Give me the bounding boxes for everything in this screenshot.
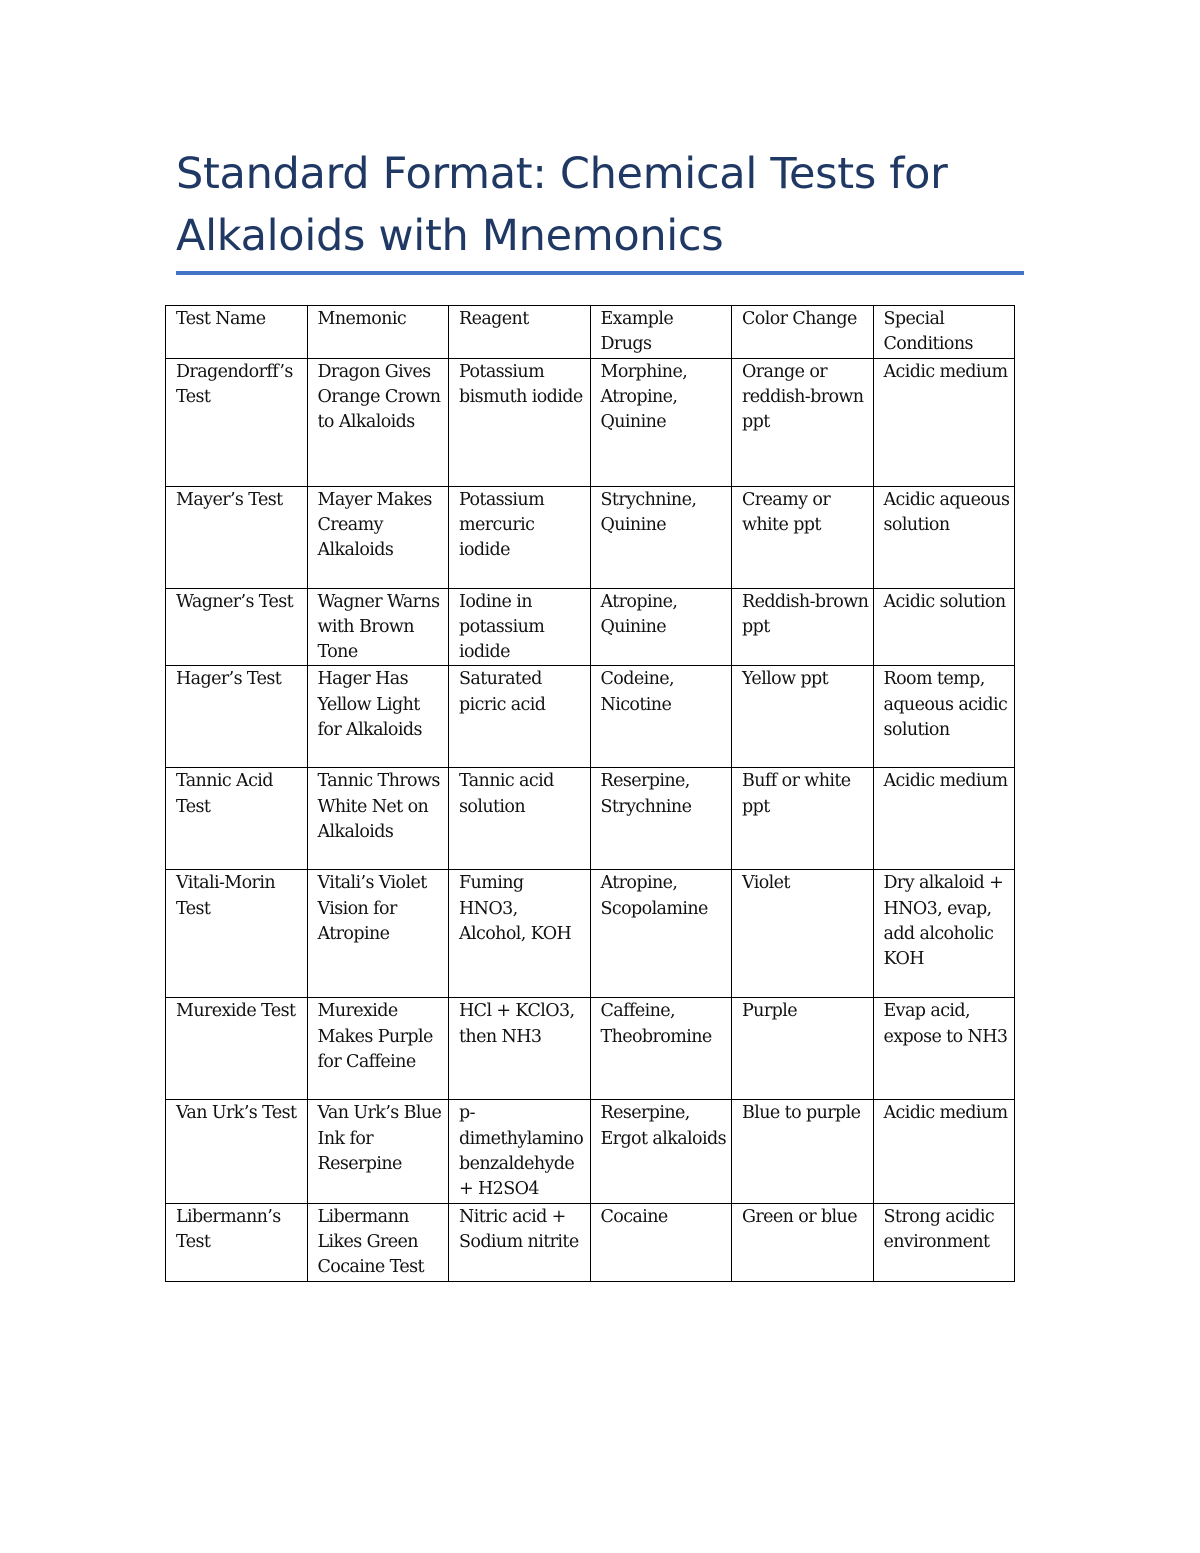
table-row — [166, 588, 1015, 666]
reagent-cell: Nitric acid + Sodium nitrite — [449, 1203, 591, 1281]
table-row — [166, 1100, 1015, 1203]
test-name-cell: Murexide Test — [166, 998, 308, 1100]
mnemonic-cell: Libermann Likes Green Cocaine Test — [307, 1203, 449, 1281]
example-drugs-cell: Morphine, Atropine, Quinine — [590, 358, 732, 486]
reagent-cell: HCl + KClO3, then NH3 — [449, 998, 591, 1100]
mnemonic-cell: Dragon Gives Orange Crown to Alkaloids — [307, 358, 449, 486]
example-drugs-cell: Strychnine, Quinine — [590, 486, 732, 588]
test-name-cell: Wagner’s Test — [166, 588, 308, 666]
mnemonic-cell: Wagner Warns with Brown Tone — [307, 588, 449, 666]
mnemonic-cell: Mayer Makes Creamy Alkaloids — [307, 486, 449, 588]
example-drugs-cell: Cocaine — [590, 1203, 732, 1281]
special-conditions-cell: Acidic medium — [873, 768, 1015, 870]
special-conditions-cell: Acidic medium — [873, 358, 1015, 486]
special-conditions-cell: Acidic aqueous solution — [873, 486, 1015, 588]
table-row — [166, 666, 1015, 768]
example-drugs-cell: Atropine, Scopolamine — [590, 870, 732, 998]
mnemonic-cell: Van Urk’s Blue Ink for Reserpine — [307, 1100, 449, 1203]
reagent-cell: p-dimethylaminobenzaldehyde + H2SO4 — [449, 1100, 591, 1203]
color-change-cell: Creamy or white ppt — [732, 486, 874, 588]
reagent-cell: Potassium mercuric iodide — [449, 486, 591, 588]
color-change-cell: Green or blue — [732, 1203, 874, 1281]
color-change-cell: Orange or reddish-brown ppt — [732, 358, 874, 486]
test-name-cell: Dragendorff’s Test — [166, 358, 308, 486]
table-row — [166, 486, 1015, 588]
table-row — [166, 768, 1015, 870]
color-change-cell: Buff or white ppt — [732, 768, 874, 870]
header-cell: Reagent — [449, 306, 591, 359]
header-cell: Special Conditions — [873, 306, 1015, 359]
reagent-cell: Potassium bismuth iodide — [449, 358, 591, 486]
color-change-cell: Yellow ppt — [732, 666, 874, 768]
special-conditions-cell: Acidic solution — [873, 588, 1015, 666]
table-row — [166, 358, 1015, 486]
table-row — [166, 870, 1015, 998]
header-cell: Mnemonic — [307, 306, 449, 359]
mnemonic-cell: Tannic Throws White Net on Alkaloids — [307, 768, 449, 870]
color-change-cell: Reddish-brown ppt — [732, 588, 874, 666]
test-name-cell: Mayer’s Test — [166, 486, 308, 588]
header-cell: Color Change — [732, 306, 874, 359]
color-change-cell: Violet — [732, 870, 874, 998]
special-conditions-cell: Evap acid, expose to NH3 — [873, 998, 1015, 1100]
test-name-cell: Van Urk’s Test — [166, 1100, 308, 1203]
header-cell: Test Name — [166, 306, 308, 359]
example-drugs-cell: Caffeine, Theobromine — [590, 998, 732, 1100]
test-name-cell: Vitali-Morin Test — [166, 870, 308, 998]
special-conditions-cell: Dry alkaloid + HNO3, evap, add alcoholic KOH — [873, 870, 1015, 998]
special-conditions-cell: Room temp, aqueous acidic solution — [873, 666, 1015, 768]
special-conditions-cell: Acidic medium — [873, 1100, 1015, 1203]
table-header-row — [166, 306, 1015, 359]
test-name-cell: Libermann’s Test — [166, 1203, 308, 1281]
mnemonic-cell: Vitali’s Violet Vision for Atropine — [307, 870, 449, 998]
color-change-cell: Blue to purple — [732, 1100, 874, 1203]
reagent-cell: Fuming HNO3, Alcohol, KOH — [449, 870, 591, 998]
test-name-cell: Tannic Acid Test — [166, 768, 308, 870]
example-drugs-cell: Codeine, Nicotine — [590, 666, 732, 768]
color-change-cell: Purple — [732, 998, 874, 1100]
alkaloid-tests-table — [165, 305, 1015, 1282]
title-divider — [176, 271, 1024, 275]
example-drugs-cell: Reserpine, Ergot alkaloids — [590, 1100, 732, 1203]
example-drugs-cell: Atropine, Quinine — [590, 588, 732, 666]
header-cell: Example Drugs — [590, 306, 732, 359]
page-title: Standard Format: Chemical Tests for Alkaloids with Mnemonics — [176, 149, 948, 261]
mnemonic-cell: Hager Has Yellow Light for Alkaloids — [307, 666, 449, 768]
reagent-cell: Saturated picric acid — [449, 666, 591, 768]
reagent-cell: Iodine in potassium iodide — [449, 588, 591, 666]
test-name-cell: Hager’s Test — [166, 666, 308, 768]
special-conditions-cell: Strong acidic environment — [873, 1203, 1015, 1281]
table-row — [166, 1203, 1015, 1281]
mnemonic-cell: Murexide Makes Purple for Caffeine — [307, 998, 449, 1100]
table-row — [166, 998, 1015, 1100]
example-drugs-cell: Reserpine, Strychnine — [590, 768, 732, 870]
reagent-cell: Tannic acid solution — [449, 768, 591, 870]
